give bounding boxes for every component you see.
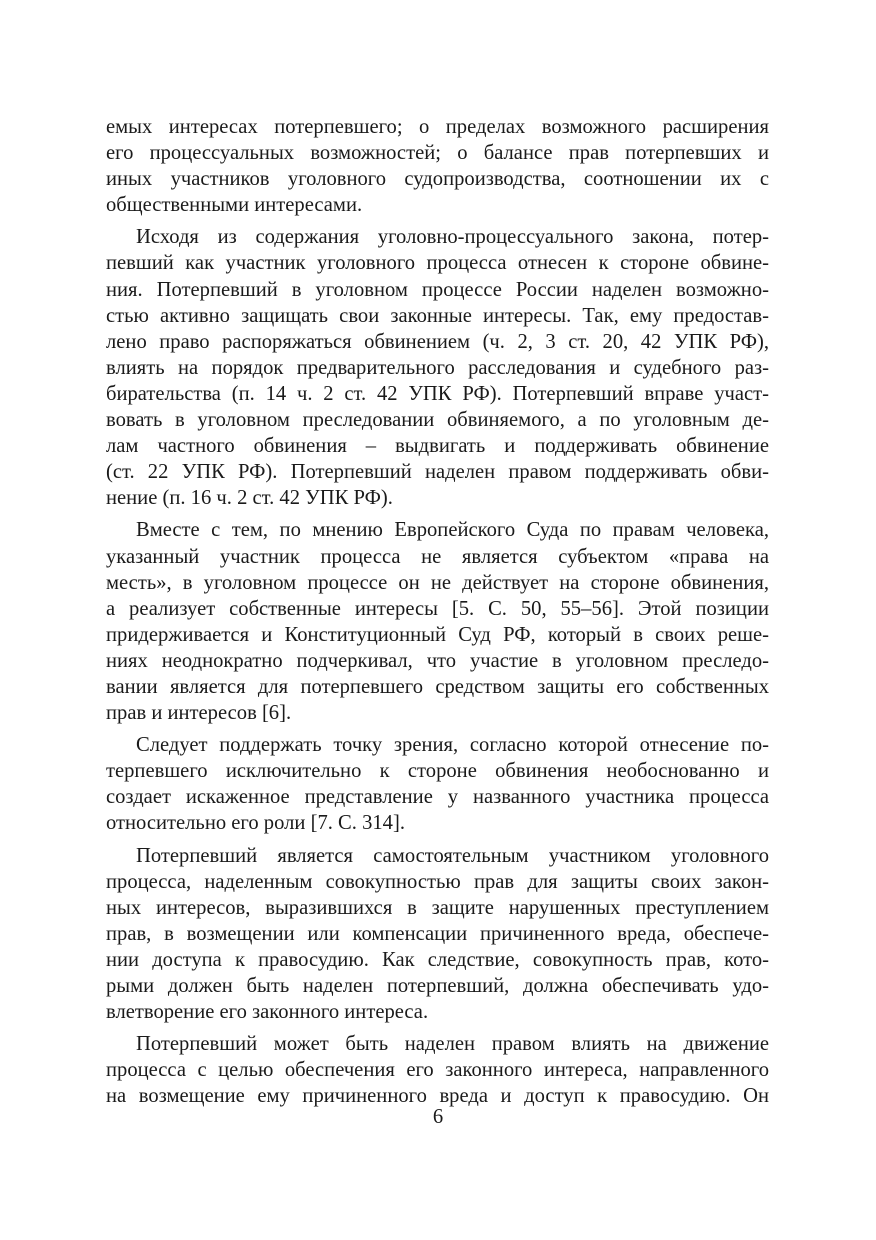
page-body bbox=[106, 114, 769, 1115]
text-line: придерживается и Конституционный Суд РФ, который в своих реше- bbox=[106, 623, 769, 646]
text-line: терпевшего исключительно к стороне обвинения необоснованно и bbox=[106, 760, 769, 783]
text-line: рыми должен быть наделен потерпевший, должна обеспечивать удо- bbox=[106, 975, 769, 997]
text-line: месть», в уголовном процессе он не действует на стороне обвинения, bbox=[106, 571, 769, 594]
text-line: бирательства (п. 14 ч. 2 ст. 42 УПК РФ). Потерпевший вправе участ- bbox=[106, 382, 769, 405]
text-line: ниях неоднократно подчеркивал, что участие в уголовном преследо- bbox=[106, 649, 769, 672]
text-line: Потерпевший может быть наделен правом влиять на движение bbox=[136, 1033, 769, 1056]
text-line: нение (п. 16 ч. 2 ст. 42 УПК РФ). bbox=[106, 487, 393, 510]
text-line: Исходя из содержания уголовно-процессуального закона, потер- bbox=[136, 226, 769, 249]
text-line: процесса, наделенным совокупностью прав для защиты своих закон- bbox=[106, 870, 769, 893]
text-line: создает искаженное представление у названного участника процесса bbox=[106, 786, 769, 809]
text-line: его процессуальных возможностей; о балансе прав потерпевших и bbox=[106, 142, 769, 165]
paragraph-3 bbox=[106, 517, 769, 726]
text-line: лам частного обвинения – выдвигать и поддерживать обвинение bbox=[106, 435, 769, 458]
text-line: процесса с целью обеспечения его законного интереса, направленного bbox=[106, 1059, 769, 1082]
text-line: (ст. 22 УПК РФ). Потерпевший наделен правом поддерживать обви- bbox=[106, 461, 769, 484]
text-line: на возмещение ему причиненного вреда и доступ к правосудию. Он bbox=[106, 1085, 769, 1108]
paragraph-1 bbox=[106, 114, 769, 218]
text-line: относительно его роли [7. С. 314]. bbox=[106, 812, 405, 835]
paragraph-6 bbox=[106, 1031, 769, 1109]
text-line: иных участников уголовного судопроизводства, соотношении их с bbox=[106, 168, 769, 191]
text-line: а реализует собственные интересы [5. С. 50, 55–56]. Этой позиции bbox=[106, 597, 769, 620]
text-line: общественными интересами. bbox=[106, 194, 363, 217]
text-line: ных интересов, выразившихся в защите нарушенных преступлением bbox=[106, 896, 769, 919]
text-line: стью активно защищать свои законные интересы. Так, ему предостав- bbox=[106, 304, 769, 327]
text-line: Вместе с тем, по мнению Европейского Суда по правам человека, bbox=[136, 519, 769, 542]
text-line: Потерпевший является самостоятельным участником уголовного bbox=[136, 844, 769, 867]
paragraph-2 bbox=[106, 224, 769, 511]
paragraph-4 bbox=[106, 732, 769, 836]
text-line: ния. Потерпевший в уголовном процессе России наделен возможно- bbox=[106, 278, 769, 301]
text-line: Следует поддержать точку зрения, согласно которой отнесение по- bbox=[136, 734, 769, 757]
text-line: прав, в возмещении или компенсации причиненного вреда, обеспече- bbox=[106, 922, 769, 945]
text-line: влиять на порядок предварительного расследования и судебного раз- bbox=[106, 356, 769, 379]
text-line: вании является для потерпевшего средством защиты его собственных bbox=[106, 675, 769, 698]
paragraph-5 bbox=[106, 843, 769, 1026]
text-line: вовать в уголовном преследовании обвиняемого, а по уголовным де- bbox=[106, 409, 769, 432]
text-line: емых интересах потерпевшего; о пределах возможного расширения bbox=[106, 116, 769, 138]
page-number: 6 bbox=[432, 1106, 444, 1128]
text-line: нии доступа к правосудию. Как следствие, совокупность прав, кото- bbox=[106, 948, 769, 971]
text-line: влетворение его законного интереса. bbox=[106, 1001, 429, 1024]
text-line: указанный участник процесса не является субъектом «права на bbox=[106, 545, 769, 568]
text-line: певший как участник уголовного процесса отнесен к стороне обвине- bbox=[106, 252, 769, 275]
text-line: прав и интересов [6]. bbox=[106, 702, 292, 725]
text-line: лено право распоряжаться обвинением (ч. 2, 3 ст. 20, 42 УПК РФ), bbox=[106, 330, 769, 353]
